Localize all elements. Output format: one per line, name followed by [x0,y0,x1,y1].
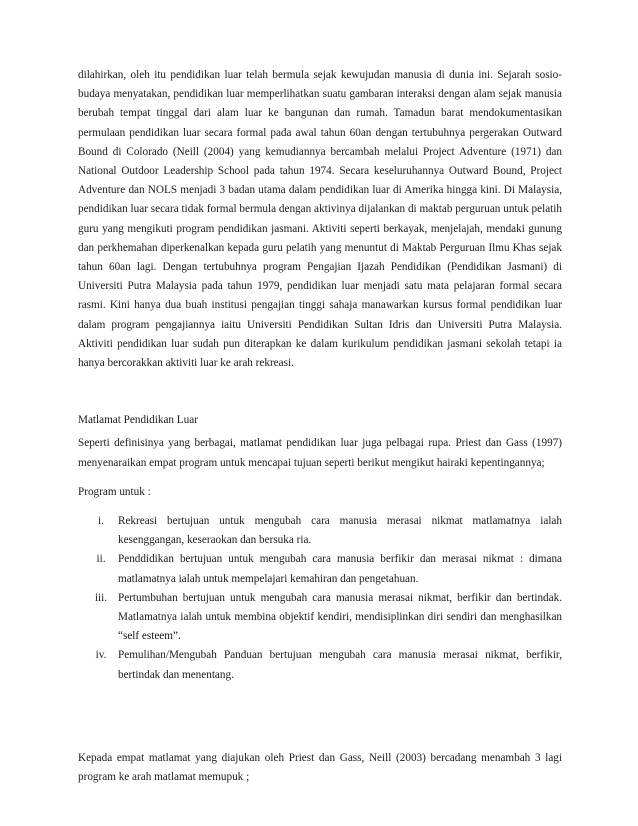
paragraph-closing: Kepada empat matlamat yang diajukan oleh Priest dan Gass, Neill (2003) bercadang menambah 3 lagi program ke arah matlamat memupuk ; [78,751,562,784]
blank-line [78,473,562,483]
list-item-text: Pemulihan/Mengubah Panduan bertujuan mengubah cara manusia merasai nikmat, berfikir, bertindak dan menentang. [118,649,562,681]
section-heading: Matlamat Pendidikan Luar [78,414,198,427]
list-number: ii. [96,553,106,566]
program-intro: Program untuk : [78,485,151,498]
list-item-text: Pertumbuhan bertujuan untuk mengubah cara manusia merasai nikmat, berfikir dan bertindak. Matlamatnya ialah untuk membina objektif kendiri, mendisiplinkan diri sendiri dan menghasilkan “self esteem”. [118,591,562,643]
list-item-text: Penddidikan bertujuan untuk mengubah cara manusia berfikir dan merasai nikmat : dimana matlamatnya ialah untuk mempelajari kemahiran dan pengetahuan. [118,553,562,585]
list-number: iv. [95,649,107,662]
blank-space [78,685,562,749]
list-item-text: Rekreasi bertujuan untuk mengubah cara manusia merasai nikmat matlamatnya ialah kesenggangan, keseraokan dan bersuka ria. [118,515,562,547]
blank-line [78,502,562,512]
list-number: i. [98,515,104,528]
document-page [78,66,562,787]
blank-line [78,373,562,392]
program-list [78,512,562,685]
list-number: iii. [94,591,108,604]
list-item [78,646,562,684]
paragraph-history: dilahirkan, oleh itu pendidikan luar telah bermula sejak kewujudan manusia di dunia ini. Sejarah sosio-budaya menyatakan, pendidikan luar memperlihatkan suatu gambaran interaksi dengan alam sejak manusia berubah tempat tinggal dari alam luar ke bangunan dan rumah. Tamadun barat mendokumentasikan permulaan pendidikan luar secara formal pada awal tahun 60an dengan tertubuhnya pergerakan Outward Bound di Colorado (Neill (2004) yang kemudiannya bercambah melalui Project Adventure (1971) dan National Outdoor Leadership School pada tahun 1974. Secara keseluruhannya Outward Bound, Project Adventure dan NOLS menjadi 3 badan utama dalam pendidikan luar di Amerika hingga kini. Di Malaysia, pendidikan luar secara tidak formal bermula dengan aktivinya dijalankan di maktab perguruan untuk pelatih guru yang mengikuti program pendidikan jasmani. Aktiviti seperti berkayak, menjelajah, mendaki gunung dan perkhemahan diperkenalkan kepada guru pelatih yang menuntut di Maktab Perguruan Ilmu Khas sejak tahun 60an lagi. Dengan tertubuhnya program Pengajian Ijazah Pendidikan (Pendidikan Jasmani) di Universiti Putra Malaysia pada tahun 1979, pendidikan luar menjadi satu mata pelajaran formal secara rasmi. Kini hanya dua buah institusi pengajian tinggi sahaja manawarkan kursus formal pendidikan luar dalam program pengajiannya iaitu Universiti Pendidikan Sultan Idris dan Universiti Putra Malaysia. Aktiviti pendidikan luar sudah pun diterapkan ke dalam kurikulum pendidikan jasmani sekolah tetapi ia hanya bercorakkan aktiviti luar ke arah rekreasi. [78,69,562,370]
list-item [78,512,562,550]
list-item [78,550,562,588]
paragraph-objectives: Seperti definisinya yang berbagai, matlamat pendidikan luar juga pelbagai rupa. Priest dan Gass (1997) menyenaraikan empat program untuk mencapai tujuan seperti berikut mengikut hairaki kepentingannya; [78,437,562,469]
list-item [78,589,562,647]
